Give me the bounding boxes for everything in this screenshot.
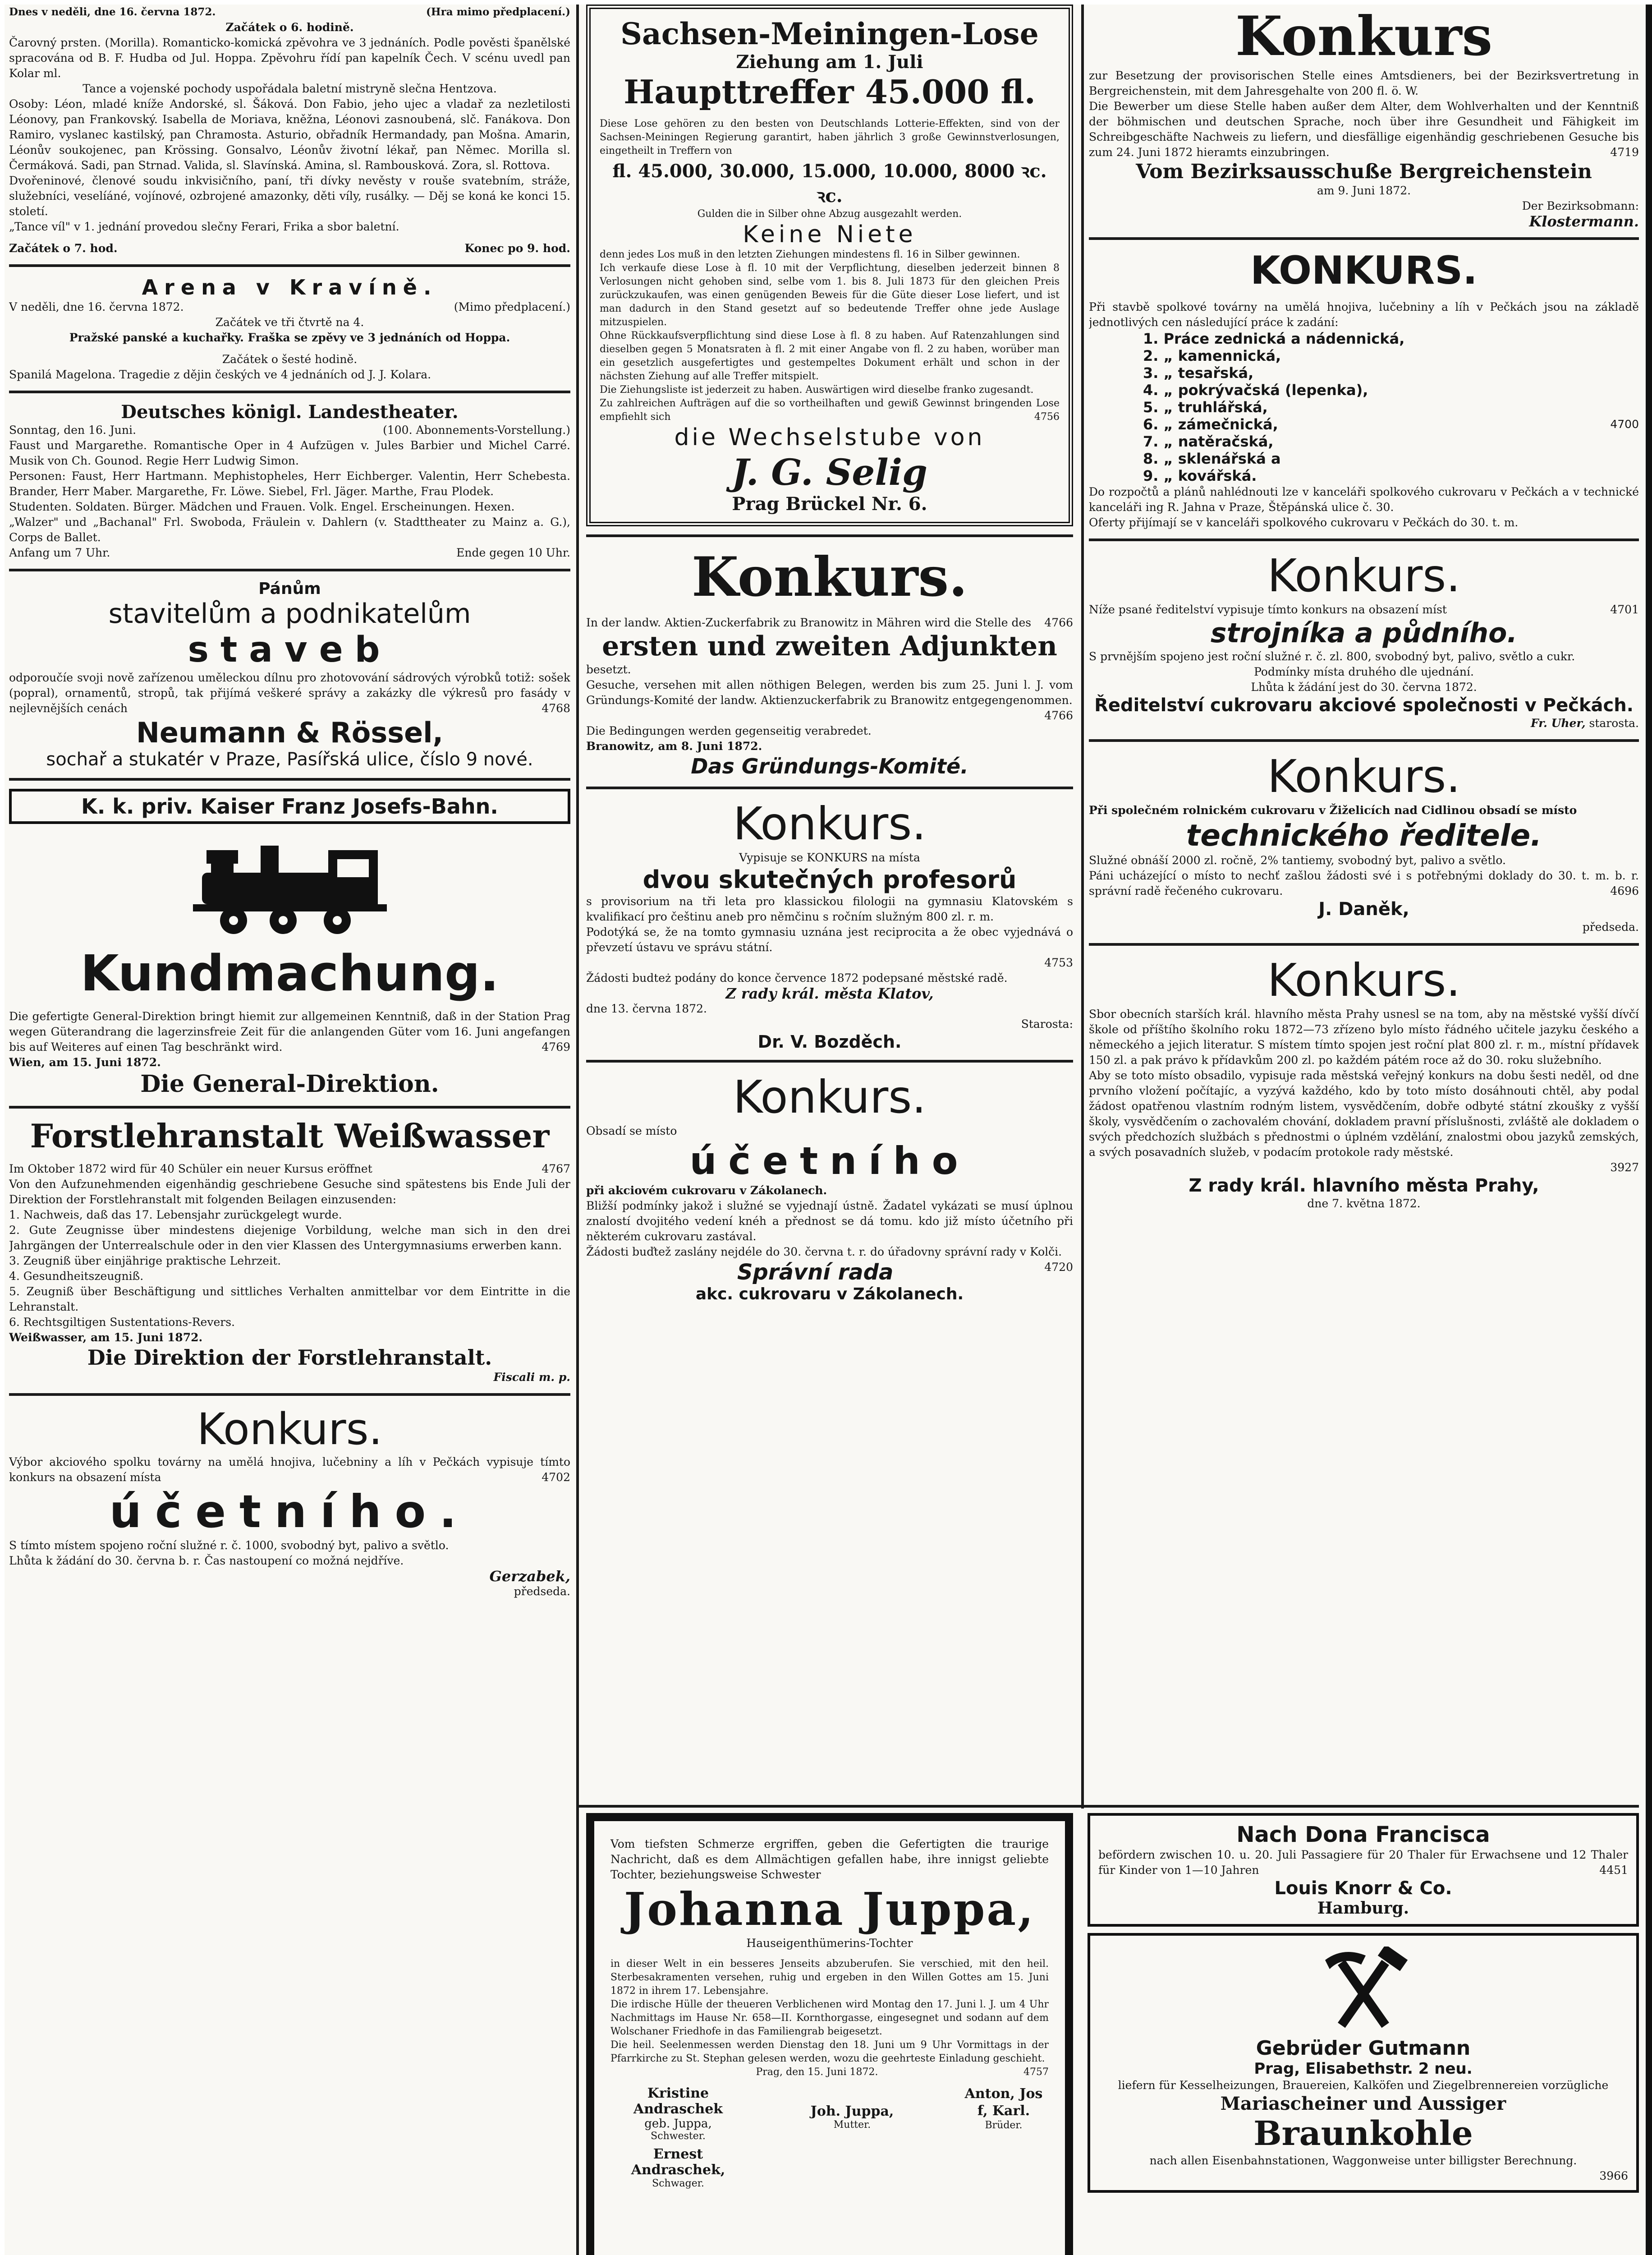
amtsdiener-text: zur Besetzung der provisorischen Stelle eines Amtsdieners, bei der Bezirksvertretung in Bergreichenstein, mit dem Jahresgehalte von 200 fl. ö. W.: [1089, 69, 1639, 97]
strojnik-text: Níže psané ředitelství vypisuje tímto konkurs na obsazení míst: [1089, 603, 1447, 616]
ucetni-sign: Správní rada: [737, 1260, 894, 1285]
column-1: [9, 5, 570, 2255]
list-item: 8. „ sklenářská a: [1143, 450, 1281, 467]
francisca-city: Hamburg.: [1317, 1899, 1409, 1918]
adjunkten-text: In der landw. Aktien-Zuckerfabrik zu Branowitz in Mähren wird die Stelle des: [586, 616, 1032, 629]
divider: [1089, 538, 1639, 541]
lose-text2: denn jedes Los muß in den letzten Ziehungen mindestens fl. 16 in Silber gewinnen.: [600, 249, 1020, 260]
reditel-text3: Páni ucházející o místo to nechť zašlou žádosti své i s potřebnými doklady do 30. t. m. b. r. správní radě řečeného cukrovaru.: [1089, 869, 1639, 897]
neumann-intro: Pánům: [258, 580, 321, 598]
strojnik-text4: Lhůta k žádání jest do 30. června 1872.: [1251, 681, 1477, 694]
obit-sub: Hauseigenthümerins-Tochter: [746, 1937, 913, 1950]
amtsdiener-ad: [1089, 5, 1639, 229]
amtsdiener-name: Klostermann.: [1529, 213, 1639, 230]
obit-sig2b: Mutter.: [833, 2119, 871, 2131]
column-rule: [1081, 5, 1084, 1809]
konkurs-post: účetního.: [109, 1485, 470, 1538]
forst-item: 4. Gesundheitszeugniß.: [9, 1270, 144, 1283]
divider: [9, 391, 570, 393]
divider: [1089, 237, 1639, 240]
forst-item: 6. Rechtsgiltigen Sustentations-Revers.: [9, 1316, 235, 1329]
lose-text5: Die Ziehungsliste ist jederzeit zu haben. Auswärtigen wird dieselbe franko zugesandt.: [600, 384, 1034, 396]
list-item: 6. „ zámečnická,: [1143, 416, 1278, 433]
landes-start: Anfang um 7 Uhr.: [9, 546, 110, 559]
delnici-text2: Do rozpočtů a plánů nahlédnouti lze v kanceláři spolkového cukrovaru v Pečkách a v technické kanceláři ing R. Jahna v Praze, Štěpánská ulice č. 30.: [1089, 485, 1639, 514]
obit-num: 4757: [1023, 2066, 1049, 2078]
delnici-list: [1089, 330, 1639, 484]
divider: [586, 1060, 1073, 1063]
landes-note: (100. Abonnements-Vorstellung.): [383, 423, 570, 437]
profesori-date: dne 13. června 1872.: [586, 1002, 707, 1015]
obit-name: Johanna Juppa,: [624, 1882, 1035, 1936]
list-item: 5. „ truhlářská,: [1143, 399, 1268, 416]
arena-note: (Mimo předplacení.): [454, 300, 570, 313]
adjunkten-text4: Die Bedingungen werden gegenseitig verabredet.: [586, 724, 872, 737]
arena-play2: Spanilá Magelona. Tragedie z dějin českých ve 4 jednáních od J. J. Kolara.: [9, 368, 431, 381]
ucitel-sign: Z rady král. hlavního města Prahy,: [1189, 1175, 1539, 1196]
theater-end2: Konec po 9. hod.: [464, 242, 570, 255]
strojnik-role: starosta.: [1589, 717, 1639, 730]
reditel-text2: Služné obnáší 2000 zl. ročně, 2% tantiemy, svobodný byt, palivo a světlo.: [1089, 854, 1506, 867]
ucitel-title: Konkurs.: [1267, 954, 1461, 1007]
landes-line: Sonntag, den 16. Juni.: [9, 423, 136, 437]
landes-end: Ende gegen 10 Uhr.: [456, 546, 570, 559]
amtsdiener-sign: Vom Bezirksausschuße Bergreichenstein: [1136, 160, 1592, 183]
theater-title: Čarovný prsten. (Morilla). Romanticko-komická zpěvohra ve 3 jednáních. Podle pověsti španělské spracována od B. F. Hudba od Jul. Hoppa. Zpěvohru řídí pan kapelník Čech. V scénu uvedl pan Kolar ml.: [9, 36, 570, 80]
theater-start: Začátek o 6. hodině.: [225, 21, 354, 34]
divider: [9, 264, 570, 267]
gutmann-coal: Mariascheiner und Aussiger: [1220, 2093, 1506, 2114]
obit-signatures: [610, 2085, 1049, 2189]
delnici-title: KONKURS.: [1250, 248, 1478, 293]
ucitel-text: Sbor obecních starších král. hlavního města Prahy usnesl se na tom, aby na městské vyšší dívčí škole od příštího školního roku 1872—73 zřízeno bylo místo řádného učitele jazyku českého a německého a jejich literatur. S místem tímto spojen jest roční plat 800 zl. r. m., místní přídavek 150 zl. a pak právo k přídavkům 200 zl. po každém pátém roce až do 30. roku služebního.: [1089, 1008, 1639, 1067]
theater-cast: Osoby: Léon, mladé kníže Andorské, sl. Šáková. Don Fabio, jeho ujec a vladař za nezletilosti Léonovy, pan Frankovský. Isabella de Moriava, kněžna, Léonovi zasnoubená, slč. Fanákova. Don Ramiro, vyslanec kastilský, pan Chramosta. Asturio, obřadník Hermandady, pan Mošna. Amarin, Léonův soukojenec, pan Krössing. Gonsalvo, Léonův životní lékař, pan Němec. Morilla sl. Čermáková. Sadi, pan Strnad. Valida, sl. Slavínská. Amina, sl. Rambousková. Zora, sl. Rottova.: [9, 97, 570, 172]
gutmann-text: liefern für Kesselheizungen, Brauereien, Kalköfen und Ziegelbrennereien vorzügliche: [1118, 2079, 1609, 2092]
list-item: 9. „ kovářská.: [1143, 467, 1257, 484]
adjunkten-ad: [586, 545, 1073, 778]
profesori-post: dvou skutečných profesorů: [642, 865, 1017, 894]
forst-ad: [9, 1117, 570, 1385]
obit-sig1c: Schwester.: [651, 2131, 706, 2142]
konkurs-num: 4702: [541, 1471, 570, 1484]
profesori-sign: Z rady král. města Klatov,: [725, 985, 934, 1002]
landestheater-ad: [9, 401, 570, 561]
bahn-ad: [9, 789, 570, 1098]
arena-start: Začátek ve tři čtvrtě na 4.: [215, 316, 364, 329]
amtsdiener-num: 4719: [1610, 146, 1639, 159]
newspaper-page: [5, 5, 1652, 2255]
delnici-text3: Oferty přijímají se v kanceláři spolkového cukrovaru v Pečkách do 30. t. m.: [1089, 516, 1519, 529]
ucitel-date: dne 7. května 1872.: [1307, 1197, 1421, 1210]
profesori-text: Vypisuje se KONKURS na místa: [739, 851, 920, 864]
obit-sig1b: geb. Juppa,: [644, 2117, 712, 2131]
adjunkten-text2: besetzt.: [586, 663, 631, 676]
konkurs-ucetni-peckach: [9, 1404, 570, 1599]
strojnik-title: Konkurs.: [1267, 549, 1461, 602]
theater-cz: [9, 5, 570, 256]
ucetni-ad: [586, 1071, 1073, 1303]
bahn-num: 4769: [541, 1040, 570, 1054]
divider: [1089, 739, 1639, 742]
profesori-ad: [586, 797, 1073, 1052]
neumann-firm: Neumann & Rössel,: [136, 716, 444, 749]
ucetni-text4: Žádosti buďtež zaslány nejdéle do 30. června t. r. do úřadovny správní rady v Kolči.: [586, 1245, 1062, 1258]
profesori-name: Dr. V. Bozděch.: [757, 1032, 902, 1052]
divider: [9, 778, 570, 781]
amtsdiener-role: Der Bezirksobmann:: [1522, 199, 1639, 212]
arena-start6: Začátek o šesté hodině.: [222, 353, 358, 366]
ucetni-title: Konkurs.: [733, 1071, 927, 1123]
ucitel-text2: Aby se toto místo obsadilo, vypisuje rada městská veřejný konkurs na dobu šesti neděl, od dne prvního vložení počítajíc, a vyzývá každého, kdo by toto místo dosáhnouti chtěl, aby podal žádost opatřenou vlastním rodným listem, vysvědčením, dobře odbyté státní zkoušky z vyšší školy, vysvědčením o zachovalém chování, dokladem pravní příslušnosti, zvláště ale dokladem o svých předchozích službách s přednostmi o úplném vzdělání, znalostmi obou jazyků zemských, a svých posavadních služeb, v podacím protokole rady městské.: [1089, 1069, 1639, 1159]
obit-text3: Die irdische Hülle der theueren Verblichenen wird Montag den 17. Juni l. J. um 4 Uhr Nachmittags im Hause Nr. 658—II. Kornthorgasse, eingesegnet und sodann auf dem Wolschaner Friedhofe in das Familiengrab beigesetzt.: [610, 1999, 1049, 2037]
divider: [1089, 943, 1639, 946]
column-2: [586, 5, 1073, 1804]
reditel-role: předseda.: [1582, 920, 1639, 934]
forst-num: 4767: [541, 1162, 570, 1175]
neumann-text: odporoučíe svoji nově zařízenou uměleckou dílnu pro zhotovování sádrových výrobků totiž: sošek (popral), ornamentů, stropů, tak přijímá veškeré správy a zakázky dle výkresů pro fasády v nejlevnějších cenách: [9, 671, 570, 715]
lose-text4: Ohne Rückkaufsverpflichtung sind diese Lose à fl. 8 zu haben. Auf Ratenzahlungen sind dieselben gegen 5 Monatsraten à fl. 2 mit einer Angabe von fl. 2 zu haben, worüber man ein gesetzlich ausgefertigtes und gestempeltes Dokument erhält und schon in der nächsten Ziehung auf alle Treffer mitspielt.: [600, 330, 1060, 382]
divider: [9, 569, 570, 571]
lose-title: Sachsen-Meiningen-Lose: [620, 16, 1039, 51]
obit-sig3: Anton, Jos f, Karl.: [964, 2086, 1043, 2119]
forst-item: 1. Nachweis, daß das 17. Lebensjahr zurückgelegt wurde.: [9, 1208, 342, 1221]
forst-sign2: Fiscali m. p.: [493, 1371, 570, 1384]
forst-item: 3. Zeugniß über einjährige praktische Lehrzeit.: [9, 1254, 281, 1267]
bahn-text: Die gefertigte General-Direktion bringt hiemit zur allgemeinen Kenntniß, daß in der Station Prag wegen Güterandrang die lagerzinsfreie Zeit für die anlangenden Güter vom 16. Juni angefangen bis auf Weiteres auf einen Tag beschränkt wird.: [9, 1010, 570, 1054]
lose-draw: Ziehung am 1. Juli: [736, 51, 923, 73]
neumann-num: 4768: [541, 702, 570, 715]
amtsdiener-title: Konkurs: [1235, 5, 1493, 68]
obit-sig1: Kristine Andraschek: [633, 2085, 723, 2117]
theater-line1: Dnes v neděli, dne 16. června 1872.: [9, 6, 216, 18]
list-item: 1. Práce zednická a nádennická,: [1143, 330, 1405, 347]
bahn-place: Wien, am 15. Juni 1872.: [9, 1056, 161, 1069]
divider: [586, 534, 1073, 537]
profesori-text2: s provisorium na tři leta pro klassickou filologii na gymnasiu Klatovském s kvalifikací pro češtinu aneb pro němčinu s ročním služným 800 zl. r. m.: [586, 895, 1073, 923]
gutmann-firm: Gebrüder Gutmann: [1256, 2037, 1471, 2060]
obit-sig4: Ernest Andraschek,: [631, 2146, 725, 2178]
ucetni-post: účetního: [689, 1139, 970, 1183]
gutmann-addr: Prag, Elisabethstr. 2 neu.: [1254, 2060, 1473, 2078]
theater-line1-note: (Hra mimo předplacení.): [426, 6, 570, 18]
adjunkten-post: ersten und zweiten Adjunkten: [602, 630, 1057, 662]
bottom-area: [586, 1813, 1639, 2255]
adjunkten-sign: Das Gründungs-Komité.: [691, 754, 968, 778]
theater-ballet: „Tance víl" v 1. jednání provedou slečny Ferari, Frika a sbor baletní.: [9, 220, 399, 233]
ucetni-num: 4720: [1044, 1261, 1073, 1274]
reditel-num: 4696: [1610, 884, 1639, 897]
ucitel-num: 3927: [1610, 1161, 1639, 1174]
list-item: 2. „ kamennická,: [1143, 347, 1281, 364]
column-rule: [576, 5, 579, 2255]
francisca-ad: [1088, 1813, 1639, 1927]
profesori-num: 4753: [1044, 956, 1073, 969]
neumann-title2: staveb: [188, 630, 392, 670]
francisca-title: Nach Dona Francisca: [1236, 1822, 1490, 1847]
obituary: [586, 1813, 1073, 2255]
theater-dances: Tance a vojenské pochody uspořádala baletní mistryně slečna Hentzova.: [83, 82, 497, 95]
profesori-role: Starosta:: [1021, 1017, 1073, 1031]
obit-sig2: Joh. Juppa,: [810, 2103, 894, 2119]
amtsdiener-date: am 9. Juni 1872.: [1317, 184, 1411, 197]
reditel-text: Při společném rolnickém cukrovaru v Žiželicích nad Cidlinou obsadí se místo: [1089, 804, 1577, 817]
adjunkten-title: Konkurs.: [692, 545, 968, 609]
obit-text2: in dieser Welt in ein besseres Jenseits abzuberufen. Sie verschied, mit den heil. Sterbesakramenten versehen, ruhig und ergeben in den Willen Gottes am 15. Juni 1872 in ihrem 17. Lebensjahre.: [610, 1958, 1049, 1997]
profesori-text4: Žádosti budteż podány do konce července 1872 podepsané městské radě.: [586, 971, 1008, 985]
francisca-num: 4451: [1599, 1864, 1628, 1877]
locomotive-icon: [193, 832, 387, 936]
forst-item: 5. Zeugniß über Beschäftigung und sittliches Verhalten anmittelbar vor dem Eintritte in die Lehranstalt.: [9, 1285, 570, 1313]
lose-text3: Ich verkaufe diese Lose à fl. 10 mit der Verpflichtung, dieselben jederzeit binnen 8 Verlosungen nicht gehoben sind, selbe vom 1. bis 8. Juli 1873 für den gleichen Preis zurückzukaufen, was einen genügenden Beweis für die Güte dieser Lose liefert, und ist man dadurch in den Stand gesetzt auf so bedeutende Treffer ohne jede Auslage mitzuspielen.: [600, 262, 1060, 328]
landes-extras: Studenten. Soldaten. Bürger. Mädchen und Frauen. Volk. Engel. Erscheinungen. Hexen.: [9, 500, 515, 513]
lose-firm: die Wechselstube von: [674, 424, 985, 451]
divider: [9, 1393, 570, 1396]
reditel-post: technického ředitele.: [1186, 818, 1542, 853]
francisca-text: befördern zwischen 10. u. 20. Juli Passagiere für 20 Thaler für Erwachsene und 12 Thaler für Kinder von 1—10 Jahren: [1098, 1848, 1628, 1877]
reditel-title: Konkurs.: [1267, 750, 1461, 803]
landes-walzer: „Walzer" und „Bachanal" Frl. Swoboda, Fräulein v. Dahlern (v. Stadttheater zu Mainz a. G.), Corps de Ballet.: [9, 515, 570, 544]
strojnik-post: strojníka a půdního.: [1210, 617, 1518, 649]
gutmann-ad: [1088, 1933, 1639, 2193]
arena-ad: [9, 275, 570, 382]
list-item: 4. „ pokrývačská (lepenka),: [1143, 382, 1368, 399]
lose-firm2: J. G. Selig: [732, 451, 927, 493]
obit-text: Vom tiefsten Schmerze ergriffen, geben die Gefertigten die traurige Nachricht, daß es dem Allmächtigen gefallen habe, ihre innigst geliebte Tochter, beziehungsweise Schwester: [610, 1837, 1049, 1881]
gutmann-text2: nach allen Eisenbahnstationen, Waggonweise unter billigster Berechnung.: [1149, 2154, 1577, 2167]
forst-text2: Von den Aufzunehmenden eigenhändig geschriebene Gesuche sind spätestens bis Ende Juli der Direktion der Forstlehranstalt mit folgenden Beilagen einzusenden:: [9, 1178, 570, 1206]
strojnik-text2: S prvnějším spojeno jest roční služné r. č. zl. 800, svobodný byt, palivo, světlo a cukr.: [1089, 650, 1575, 663]
strojnik-text3: Podmínky místa druhého dle ujednání.: [1254, 665, 1474, 678]
list-item: 3. „ tesařská,: [1143, 364, 1254, 382]
strojnik-name: Fr. Uher,: [1530, 717, 1586, 730]
arena-title: Arena v Kravíně.: [142, 275, 438, 299]
obit-sig3b: Brüder.: [985, 2120, 1023, 2131]
ucitel-ad: [1089, 954, 1639, 1211]
profesori-title: Konkurs.: [733, 797, 927, 850]
neumann-addr: sochař a stukatér v Praze, Pasířská ulice, číslo 9 nové.: [46, 749, 533, 770]
gutmann-num: 3966: [1599, 2169, 1628, 2182]
adjunkten-num: 4766: [1044, 616, 1073, 629]
strojnik-ad: [1089, 549, 1639, 731]
delnici-num: 4700: [1610, 418, 1639, 431]
lose-text6: Zu zahlreichen Aufträgen auf die so vortheilhaften und gewiß Gewinnst bringenden Lose empfiehlt sich: [600, 398, 1060, 423]
forst-sign: Die Direktion der Forstlehranstalt.: [87, 1345, 492, 1370]
lose-amounts: fl. 45.000, 30.000, 15.000, 10.000, 8000 ꝛc. ꝛc.: [612, 161, 1047, 207]
delnici-ad: [1089, 248, 1639, 530]
delnici-text: Při stavbě spolkové továrny na umělá hnojiva, lučebniny a líh v Pečkách jsou na základě jednotlivých cen následující práce k zadání:: [1089, 300, 1639, 329]
konkurs-title: Konkurs.: [197, 1404, 383, 1454]
neumann-ad: [9, 580, 570, 770]
francisca-firm: Louis Knorr & Co.: [1274, 1878, 1452, 1899]
forst-text1: Im Oktober 1872 wird für 40 Schüler ein neuer Kursus eröffnet: [9, 1162, 372, 1175]
konkurs-text2: S tímto místem spojeno roční služné r. č. 1000, svobodný byt, palivo a světlo.: [9, 1539, 449, 1552]
bahn-title: K. k. priv. Kaiser Franz Josefs-Bahn.: [9, 789, 570, 824]
ucetni-sign2: akc. cukrovaru v Zákolanech.: [695, 1285, 964, 1303]
konkurs-sign: Gerzabek,: [489, 1568, 570, 1585]
obit-text4: Die heil. Seelenmessen werden Dienstag den 18. Juni um 9 Uhr Vormittags in der Pfarrkirche zu St. Stephan gelesen werden, wozu die geehrteste Einladung geschieht.: [610, 2039, 1049, 2064]
reditel-name: J. Daněk,: [1318, 899, 1409, 920]
ucetni-text2: při akciovém cukrovaru v Zákolanech.: [586, 1184, 827, 1197]
amtsdiener-text2: Die Bewerber um diese Stelle haben außer dem Alter, dem Wohlverhalten und der Kenntniß der böhmischen und deutschen Sprache, noch über ihre Gesundheit und Fähigkeit im Schreibgeschäfte Nachweis zu liefern, und diesfällige eigenhändig geschriebenen Gesuche bis zum 24. Juni 1872 hieramts einzubringen.: [1089, 100, 1639, 159]
adjunkten-place: Branowitz, am 8. Juni 1872.: [586, 740, 762, 753]
adjunkten-text3: Gesuche, versehen mit allen nöthigen Belegen, werden bis zum 25. Juni l. J. vom Gründungs-Komité der landw. Aktienzuckerfabrik zu Branowitz entgegengenommen.: [586, 678, 1073, 707]
konkurs-text: Výbor akciového spolku továrny na umělá hnojiva, lučebniny a líh v Pečkách vypisuje tímto konkurs na obsazení místa: [9, 1455, 570, 1484]
arena-line: V neděli, dne 16. června 1872.: [9, 300, 184, 313]
forst-place: Weißwasser, am 15. Juni 1872.: [9, 1331, 203, 1344]
landes-cast: Personen: Faust, Herr Hartmann. Mephistopheles, Herr Eichberger. Valentin, Herr Schebesta. Brander, Herr Maber. Margarethe, Fr. Löwe. Siebel, Frl. Jäger. Marthe, Frau Plodek.: [9, 469, 570, 498]
gutmann-brand: Braunkohle: [1253, 2114, 1473, 2153]
profesori-text3: Podotýká se, že na tomto gymnasiu uznána jest reciprocita a že obec vyjednává o převzetí ústavu ve správu státní.: [586, 925, 1073, 954]
landes-title: Deutsches königl. Landestheater.: [121, 401, 459, 423]
ucetni-text: Obsadí se místo: [586, 1124, 677, 1137]
divider: [9, 1106, 570, 1109]
obit-sig4b: Schwager.: [652, 2178, 704, 2189]
adjunkten-num2: 4766: [1044, 709, 1073, 722]
lose-num: 4756: [1034, 411, 1060, 423]
lose-niete: Keine Niete: [743, 221, 917, 248]
lose-addr: Prag Brückel Nr. 6.: [732, 493, 927, 515]
divider: [586, 787, 1073, 789]
konkurs-text3: Lhůta k žádání do 30. června b. r. Čas nastoupení co možná nejdříve.: [9, 1554, 404, 1567]
obit-place: Prag, den 15. Juni 1872.: [756, 2066, 878, 2078]
forst-item: 2. Gute Zeugnisse über mindestens diejenige Vorbildung, welche man sich in den drei Jahrgängen der Unterrealschule oder in den vier Klassen des Untergymnasiums erwerben kann.: [9, 1224, 570, 1252]
strojnik-sign: Ředitelství cukrovaru akciové společnosti v Pečkách.: [1094, 695, 1634, 716]
bahn-kund: Kundmachung.: [80, 944, 499, 1002]
theater-extras: Dvořeninové, členové soudu inkvisičního, paní, tři dívky nevěsty v rouše svatebním, stráže, služebníci, veselíáné, vojínové, ozbrojené amazonky, děti víly, rusálky. — Děj se koná ke konci 15. století.: [9, 174, 570, 218]
bottom-right-ads: [1088, 1813, 1639, 2193]
lose-prize: Haupttreffer 45.000 fl.: [624, 73, 1036, 111]
divider: [576, 1805, 1639, 1808]
lose-note: Gulden die in Silber ohne Abzug ausgezahlt werden.: [697, 208, 962, 220]
landes-play: Faust und Margarethe. Romantische Oper in 4 Aufzügen v. Jules Barbier und Michel Carré. Musik von Ch. Gounod. Regie Herr Ludwig Simon.: [9, 439, 570, 467]
ucetni-text3: Bližší podmínky jakož i služné se vyjednají ústně. Žadatel vykázati se musí úplnou znalostí dvojitého vedení knéh a přednost se dá tomu. kdo již místo účetního při některém cukrovaru zastával.: [586, 1199, 1073, 1243]
arena-play: Pražské panské a kuchařky. Fraška se zpěvy ve 3 jednáních od Hoppa.: [69, 331, 510, 344]
reditel-ad: [1089, 750, 1639, 935]
lose-ad: [586, 5, 1073, 526]
hammer-pick-icon: [1316, 1947, 1411, 2032]
list-item: 7. „ natěračská,: [1143, 433, 1274, 450]
theater-start2: Začátek o 7. hod.: [9, 242, 118, 255]
neumann-title: stavitelům a podnikatelům: [108, 598, 471, 630]
column-3: [1089, 5, 1639, 1804]
konkurs-sign2: předseda.: [514, 1585, 570, 1598]
lose-text: Diese Lose gehören zu den besten von Deutschlands Lotterie-Effekten, sind von der Sachsen-Meiningen Regierung garantirt, haben jährlich 3 große Gewinnstverlosungen, eingetheilt in Treffern von: [600, 118, 1060, 156]
forst-title: Forstlehranstalt Weißwasser: [30, 1117, 550, 1155]
strojnik-num: 4701: [1610, 603, 1639, 616]
bahn-sign: Die General-Direktion.: [140, 1070, 439, 1098]
